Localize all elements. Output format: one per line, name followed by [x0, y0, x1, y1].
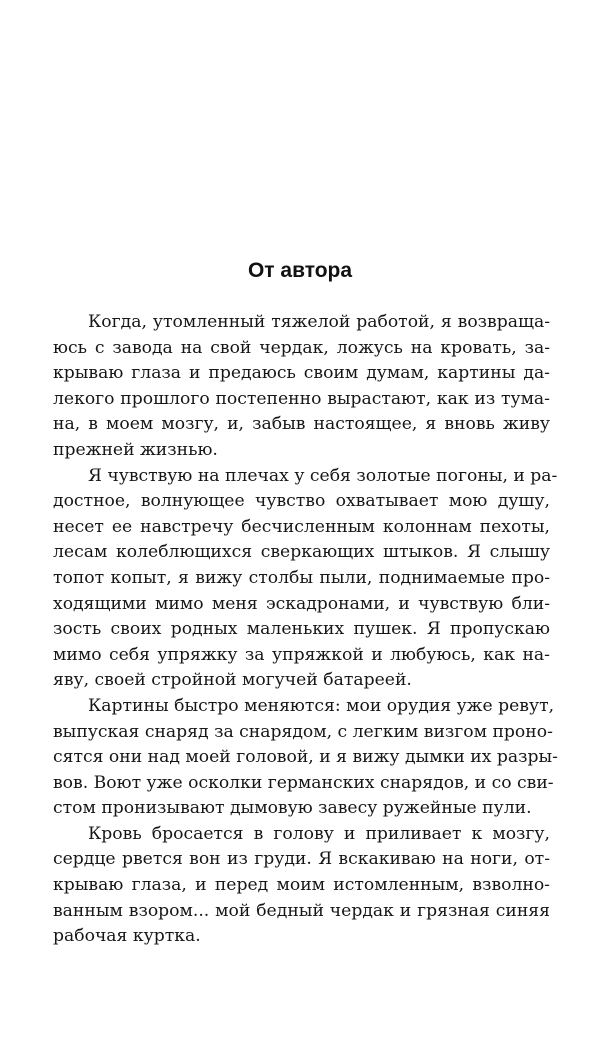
- text-line: Я чувствую на плечах у себя золотые погоны, и ра-: [88, 465, 558, 486]
- text-line: лекого прошлого постепенно вырастают, как из тума-: [53, 388, 550, 409]
- text-line: лесам колеблющихся сверкающих штыков. Я слышу: [53, 542, 550, 563]
- text-line: ванным взором... мой бедный чердак и грязная синяя: [53, 900, 550, 921]
- text-line: стом пронизывают дымовую завесу ружейные пули.: [53, 798, 532, 819]
- text-line: топот копыт, я вижу столбы пыли, поднимаемые про-: [53, 567, 550, 588]
- text-line: мимо себя упряжку за упряжкой и любуюсь, как на-: [53, 644, 550, 665]
- text-line: яву, своей стройной могучей батареей.: [53, 670, 412, 691]
- text-line: Кровь бросается в голову и приливает к мозгу,: [88, 823, 550, 844]
- chapter-title: От автора: [247, 259, 353, 282]
- text-line: зость своих родных маленьких пушек. Я пропускаю: [53, 619, 550, 640]
- text-line: вов. Воют уже осколки германских снарядов, и со сви-: [53, 772, 554, 793]
- chapter-body: [53, 310, 558, 950]
- text-line: сятся они над моей головой, и я вижу дымки их разры-: [53, 747, 558, 768]
- paragraph: [53, 310, 550, 464]
- text-line: сердце рвется вон из груди. Я вскакиваю на ноги, от-: [53, 849, 550, 870]
- text-line: прежней жизнью.: [53, 439, 218, 460]
- text-line: ходящими мимо меня эскадронами, и чувствую бли-: [53, 593, 550, 614]
- text-line: крываю глаза и предаюсь своим думам, картины да-: [53, 363, 550, 384]
- text-line: крываю глаза, и перед моим истомленным, взволно-: [53, 875, 550, 896]
- paragraph: [53, 822, 550, 950]
- text-line: юсь с завода на свой чердак, ложусь на кровать, за-: [53, 337, 550, 358]
- text-line: несет ее навстречу бесчисленным колоннам пехоты,: [53, 516, 550, 537]
- text-line: Картины быстро меняются: мои орудия уже ревут,: [88, 695, 555, 716]
- text-line: Когда, утомленный тяжелой работой, я возвраща-: [88, 312, 550, 332]
- text-line: на, в моем мозгу, и, забыв настоящее, я вновь живу: [53, 414, 550, 435]
- paragraph: [53, 464, 558, 694]
- text-line: достное, волнующее чувство охватывает мою душу,: [53, 491, 550, 512]
- text-line: рабочая куртка.: [53, 926, 201, 947]
- paragraph: [53, 694, 558, 822]
- text-line: выпуская снаряд за снарядом, с легким визгом проно-: [53, 721, 553, 742]
